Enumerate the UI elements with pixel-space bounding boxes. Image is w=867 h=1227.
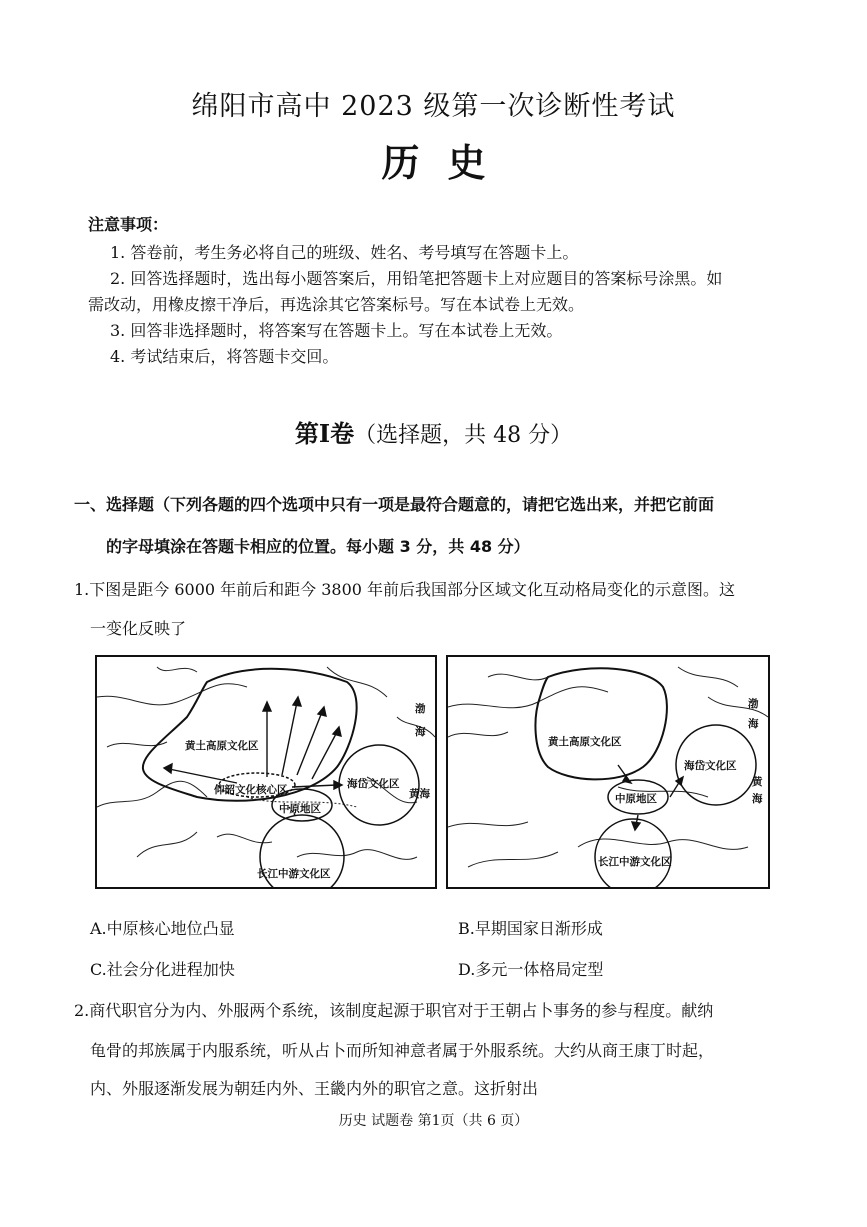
map-right-loess-label: 黄土高原文化区 (548, 736, 622, 748)
map-left-hai-label: 海 (415, 726, 426, 738)
q2-stem-line1: 2.商代职官分为内、外服两个系统，该制度起源于职官对于王朝占卜事务的参与程度。献纳 (74, 1001, 714, 1020)
q1-stem-line1: 1.下图是距今 6000 年前后和距今 3800 年前后我国部分区域文化互动格局变化的示意图。这 (74, 580, 736, 599)
notice-item-4: 4. 考试结束后，将答题卡交回。 (110, 347, 339, 366)
map-6000-years (95, 655, 437, 889)
map-right-central-label: 中原地区 (615, 793, 657, 805)
section-title (0, 414, 867, 449)
q1-option-b[interactable]: B.早期国家日渐形成 (458, 919, 603, 938)
q1-option-c[interactable]: C.社会分化进程加快 (90, 960, 235, 979)
map-left-central-label: 中原地区 (279, 803, 321, 815)
part-heading-line1: 一、选择题（下列各题的四个选项中只有一项是最符合题意的，请把它选出来，并把它前面 (74, 495, 715, 514)
map-left-loess-label: 黄土高原文化区 (185, 740, 259, 752)
map-left-haidai-label: 海岱文化区 (347, 778, 400, 790)
q1-option-a[interactable]: A.中原核心地位凸显 (90, 919, 235, 938)
map-left-bo-label: 渤 (415, 703, 426, 715)
map-right-hai-label: 海 (748, 718, 759, 730)
q1-option-d[interactable]: D.多元一体格局定型 (458, 960, 604, 979)
map-right-yangtze-label: 长江中游文化区 (598, 856, 672, 868)
page-footer: 历史 试题卷 第1页（共 6 页） (338, 1113, 529, 1129)
map-3800-years (446, 655, 770, 889)
q2-stem-line3: 内、外服逐渐发展为朝廷内外、王畿内外的职官之意。这折射出 (90, 1079, 539, 1098)
map-left-drawing (97, 657, 435, 887)
subject-title: 历史 (381, 140, 514, 185)
exam-title: 绵阳市高中 2023 级第一次诊断性考试 (191, 91, 676, 122)
map-right-yellow-label: 黄 (752, 776, 763, 788)
map-left-yellow-sea-label: 黄海 (409, 788, 430, 800)
notice-heading: 注意事项： (88, 215, 169, 234)
part-heading-line2: 的字母填涂在答题卡相应的位置。每小题 3 分，共 48 分） (106, 537, 530, 556)
map-right-hai2-label: 海 (752, 793, 763, 805)
section-label: 第Ⅰ卷 (294, 419, 355, 448)
map-right-haidai-label: 海岱文化区 (684, 760, 737, 772)
notice-item-3: 3. 回答非选择题时，将答案写在答题卡上。写在本试卷上无效。 (110, 321, 563, 340)
q2-stem-line2: 龟骨的邦族属于内服系统，听从占卜而所知神意者属于外服系统。大约从商王康丁时起， (90, 1041, 715, 1060)
section-subtitle: （选择题，共 48 分） (354, 423, 573, 448)
notice-item-2: 2. 回答选择题时，选出每小题答案后，用铅笔把答题卡上对应题目的答案标号涂黑。如 (110, 269, 723, 288)
notice-item-1: 1. 答卷前，考生务必将自己的班级、姓名、考号填写在答题卡上。 (110, 243, 579, 262)
map-left-yangtze-label: 长江中游文化区 (257, 868, 331, 880)
notice-item-2-cont: 需改动，用橡皮擦干净后，再选涂其它答案标号。写在本试卷上无效。 (88, 295, 585, 314)
map-right-drawing (448, 657, 768, 887)
q1-stem-line2: 一变化反映了 (90, 619, 187, 638)
map-left-yangshao-label: 仰韶文化核心区 (214, 784, 288, 796)
map-right-bo-label: 渤 (748, 698, 759, 710)
